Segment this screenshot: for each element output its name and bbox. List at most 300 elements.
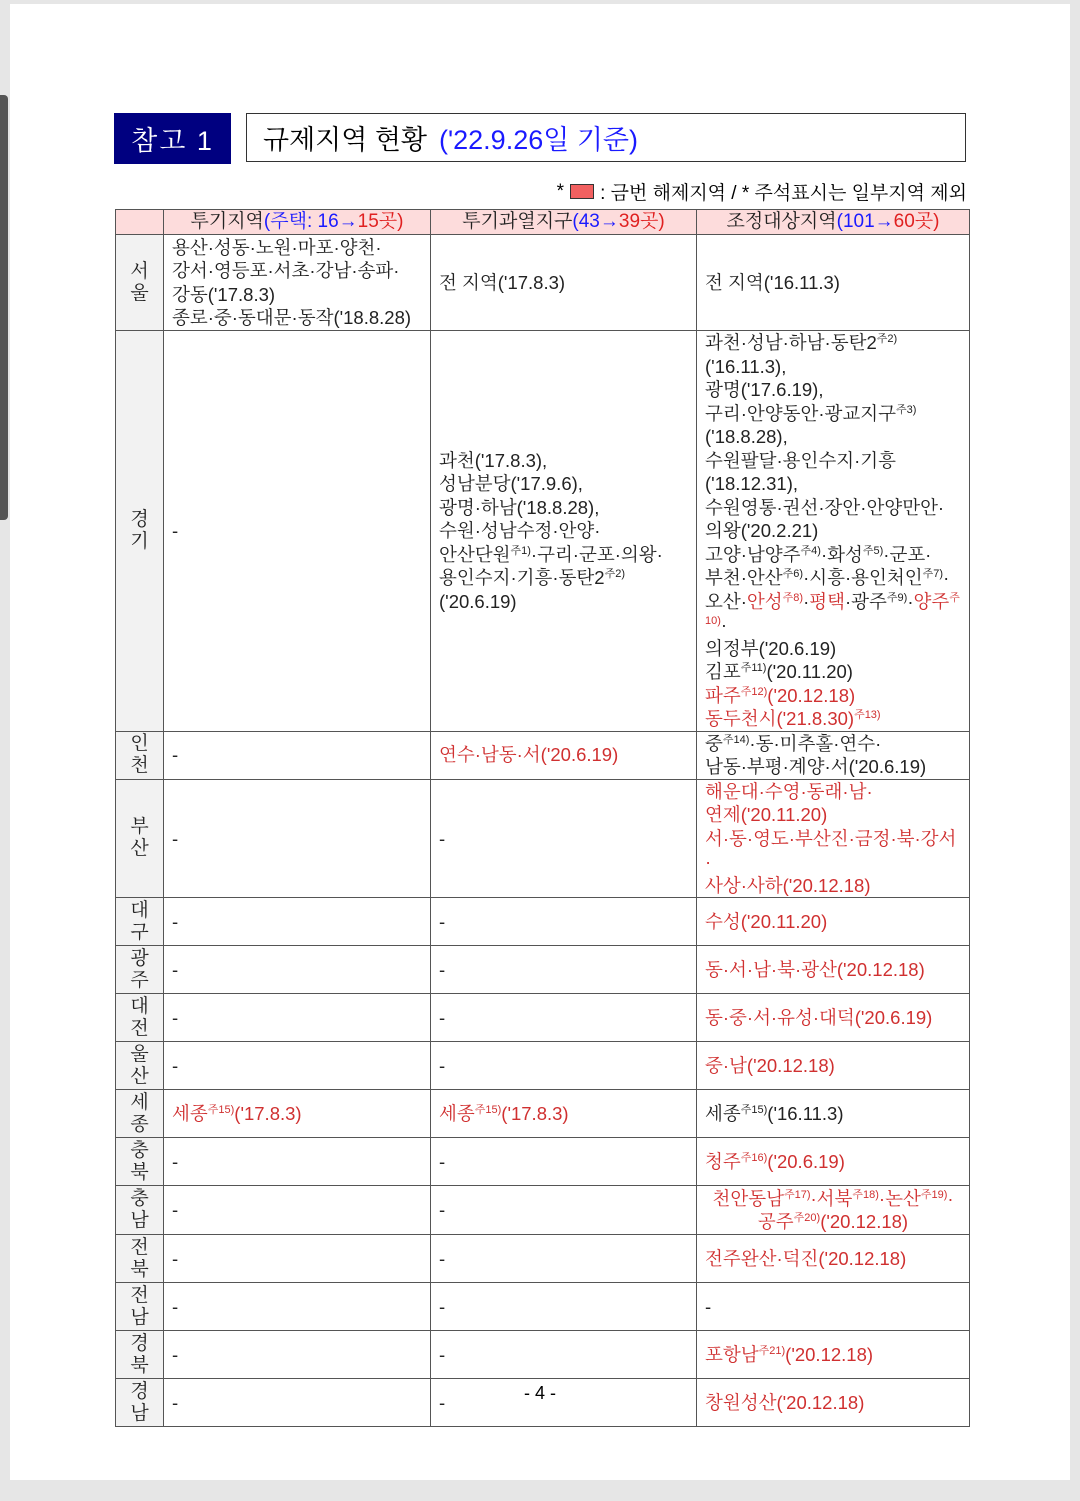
cell-line bbox=[439, 1198, 688, 1222]
cell-text: 포항남 bbox=[705, 1343, 759, 1365]
cell-line bbox=[705, 780, 961, 804]
table-row bbox=[116, 1283, 970, 1331]
region-char: 울 bbox=[130, 1043, 149, 1065]
cell-line bbox=[705, 732, 961, 756]
footnote-mark: 주15) bbox=[740, 1103, 768, 1116]
cell-text: - bbox=[439, 1295, 446, 1317]
adjustment-area-cell bbox=[697, 994, 970, 1042]
title-date: ('22.9.26일 기준) bbox=[439, 125, 638, 155]
cell-text: - bbox=[439, 1343, 446, 1365]
region-label bbox=[116, 946, 164, 994]
reference-badge: 참고 1 bbox=[114, 113, 231, 164]
region-char: 북 bbox=[130, 1258, 149, 1280]
regulated-areas-table bbox=[115, 209, 970, 1427]
table-row bbox=[116, 779, 970, 898]
cell-text: ('20.6.19) bbox=[439, 590, 517, 612]
footnote-mark: 주17) bbox=[783, 1188, 811, 1201]
cell-line bbox=[705, 1102, 961, 1126]
cell-line bbox=[439, 958, 688, 982]
cell-line bbox=[705, 1006, 961, 1030]
footnote-mark: 주7) bbox=[922, 567, 944, 580]
cell-line bbox=[172, 1198, 422, 1222]
cell-line bbox=[705, 496, 961, 520]
cell-text: 평택 bbox=[809, 590, 845, 612]
legend-text: : 금번 해제지역 / * 주석표시는 일부지역 제외 bbox=[600, 183, 967, 204]
cell-text: 동·서·남·북·광산('20.12.18) bbox=[705, 958, 925, 980]
speculation-area-cell bbox=[164, 331, 431, 732]
cell-text: 중·남('20.12.18) bbox=[705, 1054, 835, 1076]
region-char: 경 bbox=[130, 1332, 149, 1354]
cell-text: 부천·안산 bbox=[705, 567, 783, 588]
region-label bbox=[116, 898, 164, 946]
cell-text: - bbox=[439, 958, 446, 980]
cell-text: 세종 bbox=[705, 1102, 741, 1124]
adjustment-area-cell bbox=[697, 731, 970, 779]
table-row bbox=[116, 731, 970, 779]
cell-text: - bbox=[172, 958, 179, 980]
speculation-area-cell bbox=[164, 235, 431, 331]
cell-text: - bbox=[172, 744, 179, 766]
speculation-area-cell bbox=[164, 1186, 431, 1235]
cell-text: ·구리·군포·의왕· bbox=[530, 543, 663, 565]
cell-text: - bbox=[172, 1006, 179, 1028]
cell-line bbox=[705, 803, 961, 827]
cell-line bbox=[172, 306, 422, 330]
cell-text: 전 지역('16.11.3) bbox=[705, 271, 840, 293]
cell-text: · bbox=[803, 590, 810, 612]
table-row bbox=[116, 994, 970, 1042]
cell-line bbox=[705, 1150, 961, 1174]
footnote-mark: 주1) bbox=[510, 544, 531, 557]
region-char: 충 bbox=[130, 1188, 149, 1209]
cell-text: 광명·하남('18.8.28), bbox=[439, 496, 600, 518]
cell-text: 고양·남양주 bbox=[705, 543, 801, 565]
adjustment-area-cell bbox=[697, 1331, 970, 1379]
cell-text: 동·중·서·유성·대덕('20.6.19) bbox=[705, 1006, 933, 1028]
cell-text: ('17.8.3) bbox=[234, 1102, 302, 1124]
cell-line bbox=[705, 519, 961, 543]
cell-line bbox=[172, 1295, 422, 1319]
adjustment-area-cell bbox=[697, 235, 970, 331]
cell-line bbox=[705, 590, 961, 637]
cell-text: ·군포· bbox=[883, 543, 932, 565]
cell-line bbox=[705, 1247, 961, 1271]
cell-text: ('20.6.19) bbox=[767, 1150, 845, 1172]
cell-text: 의정부('20.6.19) bbox=[705, 637, 837, 659]
cell-line bbox=[172, 743, 422, 767]
cell-line bbox=[439, 566, 688, 613]
cell-text: ·논산 bbox=[878, 1187, 921, 1209]
region-char: 대 bbox=[130, 899, 149, 921]
region-char: 남 bbox=[130, 1402, 149, 1424]
table-row bbox=[116, 1186, 970, 1235]
cell-text: 청주 bbox=[705, 1150, 741, 1172]
header-row bbox=[116, 210, 970, 235]
cell-text: 해운대·수영·동래·남· bbox=[705, 780, 873, 802]
title-text: 규제지역 현황 bbox=[263, 125, 427, 155]
region-char: 전 bbox=[130, 1017, 149, 1039]
table-row bbox=[116, 1138, 970, 1186]
cell-line bbox=[439, 1247, 688, 1271]
cell-text: ('20.12.18) bbox=[785, 1343, 874, 1365]
region-char: 울 bbox=[130, 282, 149, 304]
footnote-mark: 주11) bbox=[740, 661, 767, 674]
region-label bbox=[116, 1138, 164, 1186]
cell-text: - bbox=[172, 1054, 179, 1076]
overheated-district-cell bbox=[431, 898, 697, 946]
cell-text: 천안동남 bbox=[712, 1187, 784, 1209]
cell-text: 연제('20.11.20) bbox=[705, 804, 828, 825]
cell-line bbox=[439, 449, 688, 473]
adjustment-area-cell bbox=[697, 946, 970, 994]
cell-text: 강동('17.8.3) bbox=[172, 283, 276, 305]
cell-text: - bbox=[439, 1006, 446, 1028]
overheated-district-cell bbox=[431, 946, 697, 994]
scrollbar[interactable] bbox=[0, 95, 8, 520]
footnote-mark: 주6) bbox=[782, 567, 804, 580]
adjustment-area-cell bbox=[697, 1186, 970, 1235]
cell-text: - bbox=[439, 1391, 446, 1413]
cell-line bbox=[172, 1247, 422, 1271]
adjustment-area-cell bbox=[697, 898, 970, 946]
cell-line bbox=[705, 684, 961, 708]
region-char: 천 bbox=[130, 755, 149, 776]
speculation-area-cell bbox=[164, 994, 431, 1042]
cell-text: - bbox=[439, 1054, 446, 1076]
speculation-area-cell bbox=[164, 1138, 431, 1186]
region-char: 남 bbox=[130, 1306, 149, 1328]
cell-text: - bbox=[172, 1295, 179, 1317]
speculation-area-cell bbox=[164, 946, 431, 994]
cell-text: 수원팔달·용인수지·기흥('18.12.31), bbox=[705, 449, 897, 494]
table-row bbox=[116, 331, 970, 732]
overheated-district-cell bbox=[431, 1042, 697, 1090]
cell-text: ·서북 bbox=[810, 1187, 853, 1209]
region-label bbox=[116, 731, 164, 779]
cell-text: 남동·부평·계양·서('20.6.19) bbox=[705, 756, 927, 777]
cell-text: 용인수지·기흥·동탄2 bbox=[439, 567, 605, 588]
cell-line bbox=[705, 1343, 961, 1367]
cell-text: 서·동·영도·부산진·금정·북·강서· bbox=[705, 827, 957, 872]
header-overheated-district: 투기과열지구(43→39곳) bbox=[431, 210, 697, 235]
speculation-area-cell bbox=[164, 779, 431, 898]
cell-text: · bbox=[947, 1187, 954, 1209]
cell-text: 안산단원 bbox=[439, 543, 511, 565]
cell-line bbox=[705, 660, 961, 684]
cell-line bbox=[439, 271, 688, 295]
footnote-mark: 주5) bbox=[862, 544, 884, 557]
cell-line bbox=[705, 1054, 961, 1078]
footnote-mark: 주19) bbox=[920, 1188, 948, 1201]
cell-text: · bbox=[943, 567, 950, 588]
cell-text: 수성('20.11.20) bbox=[705, 910, 828, 932]
cell-line bbox=[439, 472, 688, 496]
cell-text: - bbox=[172, 827, 179, 849]
cell-text: - bbox=[439, 1150, 446, 1172]
overheated-district-cell bbox=[431, 1283, 697, 1331]
cell-line bbox=[172, 259, 422, 283]
adjustment-area-cell bbox=[697, 779, 970, 898]
cell-line bbox=[705, 827, 961, 874]
adjustment-area-cell bbox=[697, 331, 970, 732]
adjustment-area-cell bbox=[697, 1235, 970, 1283]
region-char: 남 bbox=[130, 1210, 149, 1231]
region-char: 북 bbox=[130, 1161, 149, 1183]
cell-line bbox=[705, 707, 961, 731]
footnote-mark: 주13) bbox=[854, 708, 881, 721]
cell-line bbox=[705, 449, 961, 496]
cell-text: ·화성 bbox=[820, 543, 863, 565]
cell-text: 안성 bbox=[746, 590, 783, 612]
cell-text: 전 지역('17.8.3) bbox=[439, 271, 566, 293]
cell-text: · bbox=[720, 614, 728, 635]
region-char: 광 bbox=[130, 947, 149, 969]
overheated-district-cell bbox=[431, 1138, 697, 1186]
cell-text: ('18.8.28), bbox=[705, 426, 788, 447]
region-char: 종 bbox=[130, 1113, 149, 1135]
cell-text: 세종 bbox=[439, 1102, 475, 1124]
cell-line bbox=[439, 496, 688, 520]
overheated-district-cell bbox=[431, 994, 697, 1042]
legend-prefix: * bbox=[556, 180, 565, 202]
region-label bbox=[116, 1042, 164, 1090]
cell-line bbox=[172, 1343, 422, 1367]
header-speculation-area: 투기지역(주택: 16→15곳) bbox=[164, 210, 431, 235]
footnote-mark: 주10) bbox=[705, 591, 960, 627]
cell-text: ('20.11.20) bbox=[766, 661, 853, 682]
cell-text: 전주완산·덕진('20.12.18) bbox=[705, 1247, 907, 1269]
footnote-mark: 주4) bbox=[800, 544, 821, 557]
speculation-area-cell bbox=[164, 1283, 431, 1331]
cell-text: 과천('17.8.3), bbox=[439, 449, 548, 471]
header-adjustment-area: 조정대상지역(101→60곳) bbox=[697, 210, 970, 235]
footnote-mark: 주20) bbox=[793, 1211, 821, 1224]
footnote-mark: 주12) bbox=[740, 685, 768, 698]
cell-line bbox=[172, 1102, 422, 1126]
cell-line bbox=[172, 1006, 422, 1030]
footnote-mark: 주16) bbox=[740, 1151, 768, 1164]
cell-line bbox=[705, 1210, 961, 1234]
cell-line bbox=[439, 910, 688, 934]
cell-text: - bbox=[439, 827, 446, 849]
cell-line bbox=[172, 1054, 422, 1078]
cell-text: - bbox=[172, 1150, 179, 1172]
cell-text: ('16.11.3), bbox=[705, 355, 787, 377]
cell-text: 수원·성남수정·안양· bbox=[439, 520, 601, 541]
overheated-district-cell bbox=[431, 1186, 697, 1235]
cell-text: 창원성산('20.12.18) bbox=[705, 1391, 865, 1413]
legend bbox=[557, 178, 967, 205]
cell-text: - bbox=[439, 1199, 446, 1221]
footnote-mark: 주9) bbox=[886, 591, 908, 604]
region-char: 부 bbox=[130, 816, 149, 838]
cell-line bbox=[172, 1150, 422, 1174]
cell-line bbox=[705, 910, 961, 934]
overheated-district-cell bbox=[431, 779, 697, 898]
cell-text: 구리·안양동안·광교지구 bbox=[705, 402, 897, 424]
region-label bbox=[116, 235, 164, 331]
footnote-mark: 주3) bbox=[896, 403, 917, 416]
region-char: 충 bbox=[130, 1139, 149, 1161]
table-row bbox=[116, 1235, 970, 1283]
region-char: 구 bbox=[130, 921, 149, 943]
cell-text: ·시흥·용인처인 bbox=[803, 567, 923, 588]
table-row bbox=[116, 946, 970, 994]
cell-text: 종로·중·동대문·동작('18.8.28) bbox=[172, 307, 412, 328]
cell-text: 성남분당('17.9.6), bbox=[439, 473, 583, 494]
cell-text: ·동·미추홀·연수· bbox=[749, 732, 882, 754]
legend-swatch bbox=[570, 184, 594, 199]
cell-text: 광명('17.6.19), bbox=[705, 379, 824, 400]
footnote-mark: 주2) bbox=[604, 567, 626, 580]
region-char: 주 bbox=[130, 969, 149, 991]
overheated-district-cell bbox=[431, 1090, 697, 1138]
cell-text: - bbox=[705, 1295, 712, 1317]
footnote-mark: 주14) bbox=[722, 733, 750, 746]
overheated-district-cell bbox=[431, 235, 697, 331]
footnote-mark: 주21) bbox=[758, 1344, 786, 1357]
footnote-mark: 주15) bbox=[474, 1103, 502, 1116]
cell-line bbox=[439, 1102, 688, 1126]
cell-text: - bbox=[172, 1247, 179, 1269]
cell-line bbox=[439, 827, 688, 851]
cell-line bbox=[705, 378, 961, 402]
cell-text: 공주 bbox=[757, 1211, 794, 1232]
speculation-area-cell bbox=[164, 898, 431, 946]
overheated-district-cell bbox=[431, 1235, 697, 1283]
cell-text: - bbox=[439, 1247, 446, 1269]
cell-line bbox=[172, 827, 422, 851]
region-char: 경 bbox=[130, 508, 149, 530]
overheated-district-cell bbox=[431, 331, 697, 732]
cell-text: 과천·성남·하남·동탄2 bbox=[705, 332, 877, 353]
cell-line bbox=[705, 543, 961, 567]
cell-line bbox=[439, 743, 688, 767]
cell-line bbox=[705, 1295, 961, 1319]
cell-line bbox=[439, 543, 688, 567]
region-char: 경 bbox=[130, 1380, 149, 1402]
cell-line bbox=[172, 236, 422, 260]
table-row bbox=[116, 1042, 970, 1090]
adjustment-area-cell bbox=[697, 1283, 970, 1331]
speculation-area-cell bbox=[164, 1090, 431, 1138]
region-label bbox=[116, 994, 164, 1042]
cell-text: 중 bbox=[705, 732, 723, 754]
cell-text: - bbox=[172, 1391, 179, 1413]
region-label bbox=[116, 1235, 164, 1283]
region-char: 인 bbox=[130, 733, 149, 754]
cell-text: ('16.11.3) bbox=[767, 1102, 844, 1124]
cell-line bbox=[705, 637, 961, 661]
cell-line bbox=[172, 519, 422, 543]
cell-text: 사상·사하('20.12.18) bbox=[705, 874, 871, 896]
table-row bbox=[116, 235, 970, 331]
footnote-mark: 주2) bbox=[876, 332, 898, 345]
cell-text: 파주 bbox=[705, 684, 741, 706]
cell-text: 양주 bbox=[913, 590, 950, 612]
cell-line bbox=[705, 1187, 961, 1211]
adjustment-area-cell bbox=[697, 1090, 970, 1138]
cell-line bbox=[172, 958, 422, 982]
cell-line bbox=[439, 1150, 688, 1174]
cell-line bbox=[172, 910, 422, 934]
cell-text: 세종 bbox=[172, 1102, 208, 1124]
cell-text: 김포 bbox=[705, 661, 741, 682]
speculation-area-cell bbox=[164, 1331, 431, 1379]
cell-text: ·광주 bbox=[845, 590, 887, 612]
cell-line bbox=[705, 566, 961, 590]
cell-line bbox=[705, 958, 961, 982]
region-label bbox=[116, 1331, 164, 1379]
region-char: 기 bbox=[130, 530, 149, 552]
adjustment-area-cell bbox=[697, 1042, 970, 1090]
cell-text: - bbox=[172, 910, 179, 932]
cell-text: · bbox=[907, 590, 914, 612]
region-char: 세 bbox=[130, 1091, 149, 1113]
cell-text: 용산·성동·노원·마포·양천· bbox=[172, 236, 382, 258]
page-title bbox=[246, 113, 966, 162]
region-label bbox=[116, 779, 164, 898]
cell-text: - bbox=[439, 910, 446, 932]
adjustment-area-cell bbox=[697, 1138, 970, 1186]
cell-line bbox=[439, 1343, 688, 1367]
cell-line bbox=[705, 331, 961, 378]
region-label bbox=[116, 1090, 164, 1138]
region-char: 산 bbox=[130, 1065, 149, 1087]
cell-text: ('17.8.3) bbox=[501, 1102, 569, 1124]
overheated-district-cell bbox=[431, 1331, 697, 1379]
cell-text: 강서·영등포·서초·강남·송파· bbox=[172, 260, 400, 281]
footnote-mark: 주15) bbox=[207, 1103, 235, 1116]
cell-text: 의왕('20.2.21) bbox=[705, 520, 819, 541]
region-char: 산 bbox=[130, 838, 149, 860]
region-label bbox=[116, 1283, 164, 1331]
cell-text: ('20.12.18) bbox=[767, 684, 856, 706]
footnote-mark: 주8) bbox=[782, 591, 804, 604]
region-label bbox=[116, 1186, 164, 1235]
region-char: 북 bbox=[130, 1354, 149, 1376]
table-row bbox=[116, 1331, 970, 1379]
speculation-area-cell bbox=[164, 731, 431, 779]
cell-line bbox=[439, 519, 688, 543]
cell-line bbox=[172, 283, 422, 307]
page-number: - 4 - bbox=[523, 1383, 556, 1403]
cell-text: 연수·남동·서('20.6.19) bbox=[439, 744, 619, 766]
cell-text: 동두천시('21.8.30) bbox=[705, 708, 855, 729]
cell-line bbox=[439, 1054, 688, 1078]
cell-text: 수원영통·권선·장안·안양만안· bbox=[705, 496, 945, 518]
cell-text: - bbox=[172, 1343, 179, 1365]
region-label bbox=[116, 331, 164, 732]
table-row bbox=[116, 1090, 970, 1138]
region-char: 전 bbox=[130, 1236, 149, 1258]
region-char: 서 bbox=[130, 260, 149, 282]
cell-text: - bbox=[172, 1199, 179, 1221]
region-char: 전 bbox=[130, 1284, 149, 1306]
cell-text: 오산· bbox=[705, 590, 747, 612]
overheated-district-cell bbox=[431, 731, 697, 779]
cell-line bbox=[439, 1006, 688, 1030]
cell-line bbox=[705, 874, 961, 898]
footnote-mark: 주18) bbox=[852, 1188, 879, 1201]
cell-line bbox=[705, 402, 961, 449]
cell-text: - bbox=[172, 520, 179, 541]
table-row bbox=[116, 898, 970, 946]
cell-line bbox=[705, 271, 961, 295]
cell-text: ('20.12.18) bbox=[820, 1211, 909, 1232]
header-region bbox=[116, 210, 164, 235]
cell-line bbox=[439, 1295, 688, 1319]
